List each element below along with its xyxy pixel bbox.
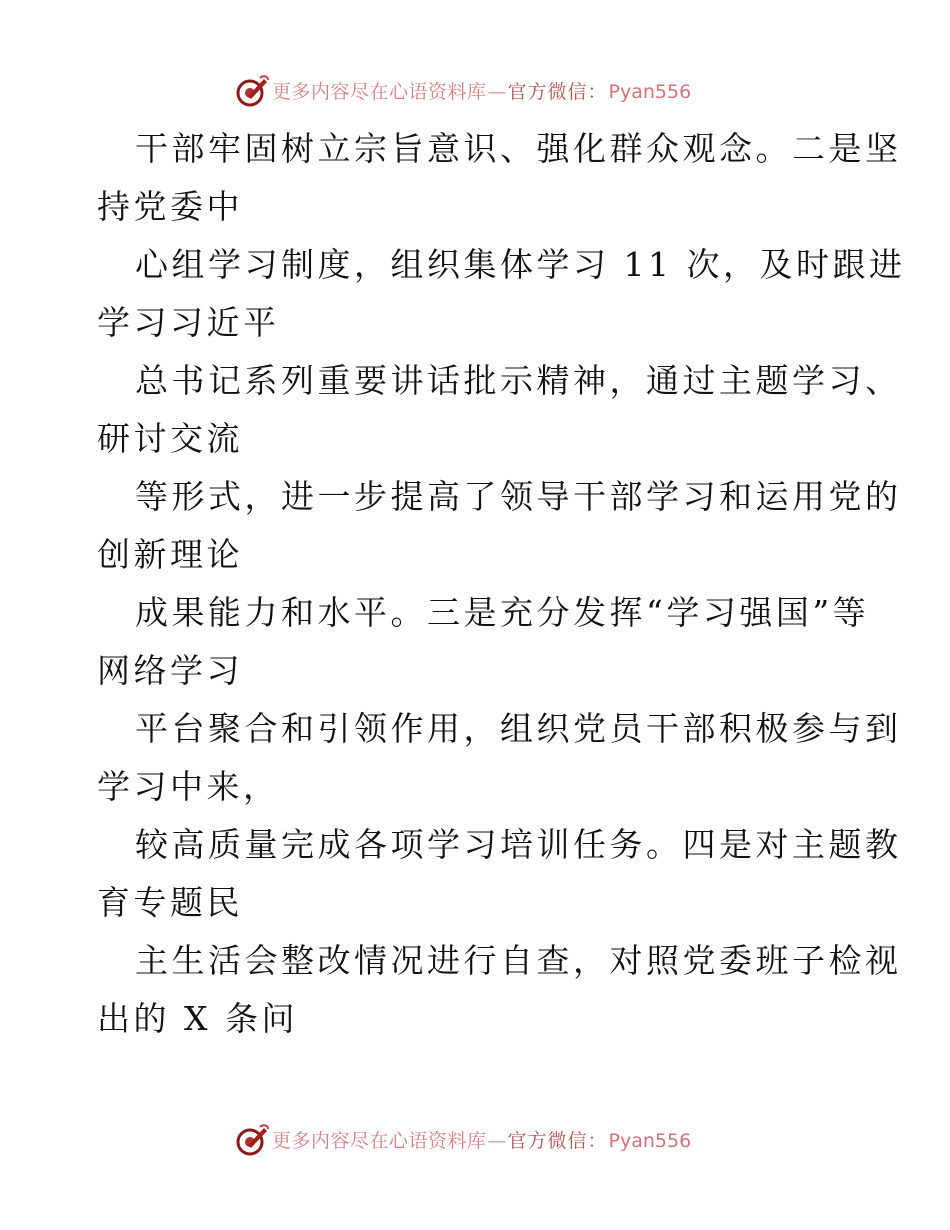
text-line: 创新理论 (97, 535, 243, 574)
text-line: 研讨交流 (97, 419, 243, 458)
banner-dash: — (487, 80, 507, 103)
banner-main-text: 更多内容尽在心语资料库 (272, 80, 487, 103)
banner-label: 官方微信： (507, 1129, 608, 1152)
text-line: 总书记系列重要讲话批示精神，通过主题学习、 (135, 361, 902, 400)
text-line: 干部牢固树立宗旨意识、强化群众观念。二是坚 (135, 129, 902, 168)
pen-nib-logo-icon (234, 1123, 270, 1159)
banner-main-text: 更多内容尽在心语资料库 (272, 1129, 487, 1152)
text-line: 主生活会整改情况进行自查，对照党委班子检视 (135, 941, 902, 980)
text-line: 网络学习 (97, 651, 243, 690)
banner-dash: — (487, 1129, 507, 1152)
text-line: 学习中来， (97, 767, 280, 806)
text-line: 出的 X 条问 (97, 999, 298, 1038)
banner-wechat-id: Pyan556 (608, 1129, 692, 1152)
text-line: 学习习近平 (97, 303, 280, 342)
text-line: 心组学习制度，组织集体学习 11 次，及时跟进 (135, 245, 906, 284)
header-banner (234, 72, 691, 112)
document-body (97, 120, 906, 1048)
text-line: 等形式，进一步提高了领导干部学习和运用党的 (135, 477, 902, 516)
text-line: 成果能力和水平。三是充分发挥“学习强国”等 (135, 593, 870, 632)
text-line: 平台聚合和引领作用，组织党员干部积极参与到 (135, 709, 902, 748)
text-line: 较高质量完成各项学习培训任务。四是对主题教 (135, 825, 902, 864)
pen-nib-logo-icon (234, 74, 270, 110)
footer-banner (234, 1121, 691, 1161)
text-line: 育专题民 (97, 883, 243, 922)
banner-wechat-id: Pyan556 (608, 80, 692, 103)
text-line: 持党委中 (97, 187, 243, 226)
banner-label: 官方微信： (507, 80, 608, 103)
